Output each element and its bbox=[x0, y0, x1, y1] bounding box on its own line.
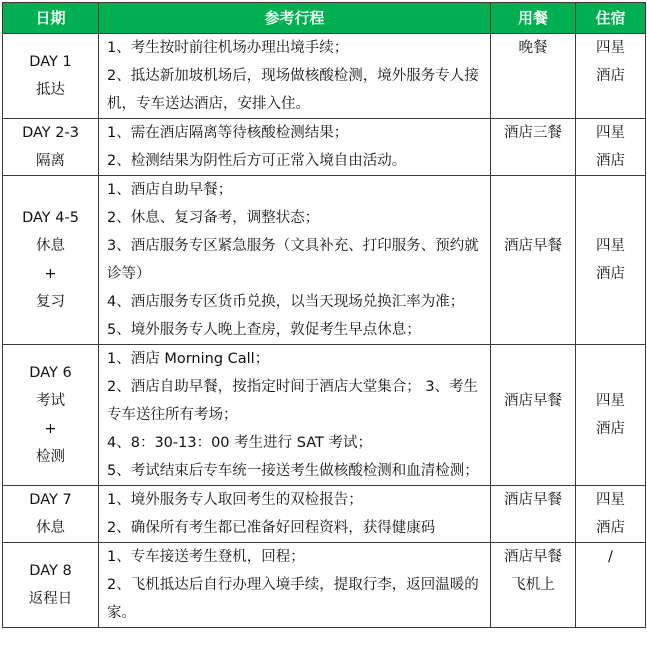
stay-value: 酒店 bbox=[596, 266, 625, 282]
table-row bbox=[3, 543, 646, 628]
meal-cell bbox=[491, 34, 576, 119]
meal-value: 酒店早餐 bbox=[504, 393, 562, 409]
stay-value: 四星 bbox=[596, 40, 625, 56]
meal-cell bbox=[491, 486, 576, 543]
day-cell bbox=[3, 34, 99, 119]
day-title: 考试 bbox=[36, 393, 65, 409]
header-plan: 参考行程 bbox=[99, 3, 491, 34]
meal-cell bbox=[491, 345, 576, 486]
day-label: DAY 6 bbox=[29, 365, 72, 381]
meal-cell bbox=[491, 543, 576, 628]
header-meals: 用餐 bbox=[491, 3, 576, 34]
plan-item: 2、飞机抵达后自行办理入境手续，提取行李，返回温暖的家。 bbox=[107, 577, 479, 621]
plan-item: 2、检测结果为阴性后方可正常入境自由活动。 bbox=[107, 153, 407, 169]
meal-cell bbox=[491, 119, 576, 176]
plan-item: 4、酒店服务专区货币兑换，以当天现场兑换汇率为准； bbox=[107, 294, 465, 310]
meal-cell bbox=[491, 176, 576, 345]
plan-cell bbox=[99, 486, 491, 543]
day-cell bbox=[3, 176, 99, 345]
meal-value: 晚餐 bbox=[518, 40, 548, 56]
day-title: 返程日 bbox=[28, 591, 73, 607]
meal-value: 酒店早餐 bbox=[504, 238, 562, 254]
table-row bbox=[3, 34, 646, 119]
plan-item: 1、需在酒店隔离等待核酸检测结果； bbox=[107, 125, 349, 141]
plan-item: 1、考生按时前往机场办理出境手续； bbox=[107, 40, 349, 56]
plan-item: 2、抵达新加坡机场后，现场做核酸检测，境外服务专人接机，专车送达酒店，安排入住。 bbox=[107, 68, 479, 112]
plan-item: 4、8：30-13：00 考生进行 SAT 考试； bbox=[107, 435, 372, 451]
meal-value: 飞机上 bbox=[511, 577, 555, 593]
table-row bbox=[3, 119, 646, 176]
day-title: 复习 bbox=[36, 294, 65, 310]
day-title: + bbox=[44, 266, 57, 282]
plan-cell bbox=[99, 543, 491, 628]
stay-value: 酒店 bbox=[596, 68, 625, 84]
meal-value: 酒店三餐 bbox=[504, 125, 562, 141]
table-row bbox=[3, 176, 646, 345]
table-row bbox=[3, 345, 646, 486]
day-label: DAY 7 bbox=[29, 492, 72, 508]
stay-value: 酒店 bbox=[596, 520, 625, 536]
day-title: 休息 bbox=[36, 238, 65, 254]
plan-item: 2、酒店自助早餐，按指定时间于酒店大堂集合； 3、考生专车送往所有考场； bbox=[107, 379, 479, 423]
day-label: DAY 8 bbox=[29, 563, 72, 579]
plan-item: 1、酒店 Morning Call； bbox=[107, 351, 270, 367]
stay-cell bbox=[576, 345, 646, 486]
day-label: DAY 2-3 bbox=[22, 125, 79, 141]
day-cell bbox=[3, 345, 99, 486]
plan-item: 2、休息、复习备考，调整状态； bbox=[107, 210, 320, 226]
day-title: 休息 bbox=[36, 520, 65, 536]
day-label: DAY 1 bbox=[29, 54, 72, 70]
stay-value: 四星 bbox=[596, 393, 625, 409]
plan-cell bbox=[99, 176, 491, 345]
stay-value: / bbox=[608, 549, 613, 565]
stay-cell bbox=[576, 176, 646, 345]
day-title: + bbox=[44, 421, 57, 437]
table-header-row bbox=[3, 3, 646, 34]
itinerary-table bbox=[2, 2, 646, 628]
meal-value: 酒店早餐 bbox=[504, 492, 562, 508]
stay-cell bbox=[576, 486, 646, 543]
stay-cell bbox=[576, 119, 646, 176]
header-stay: 住宿 bbox=[576, 3, 646, 34]
header-date: 日期 bbox=[3, 3, 99, 34]
stay-cell bbox=[576, 543, 646, 628]
day-title: 隔离 bbox=[36, 153, 65, 169]
day-title: 抵达 bbox=[36, 82, 65, 98]
stay-value: 酒店 bbox=[596, 153, 625, 169]
stay-value: 四星 bbox=[596, 238, 625, 254]
stay-value: 四星 bbox=[596, 125, 625, 141]
plan-item: 5、考试结束后专车统一接送考生做核酸检测和血清检测； bbox=[107, 463, 479, 479]
plan-cell bbox=[99, 119, 491, 176]
day-cell bbox=[3, 119, 99, 176]
plan-item: 5、境外服务专人晚上查房，敦促考生早点休息； bbox=[107, 322, 421, 338]
plan-item: 2、确保所有考生都已准备好回程资料，获得健康码 bbox=[107, 520, 436, 536]
plan-cell bbox=[99, 34, 491, 119]
plan-item: 1、酒店自助早餐； bbox=[107, 182, 233, 198]
stay-cell bbox=[576, 34, 646, 119]
day-label: DAY 4-5 bbox=[22, 210, 79, 226]
day-cell bbox=[3, 486, 99, 543]
plan-item: 1、境外服务专人取回考生的双检报告； bbox=[107, 492, 363, 508]
table-row bbox=[3, 486, 646, 543]
stay-value: 酒店 bbox=[596, 421, 625, 437]
day-cell bbox=[3, 543, 99, 628]
plan-item: 1、专车接送考生登机，回程； bbox=[107, 549, 305, 565]
stay-value: 四星 bbox=[596, 492, 625, 508]
plan-cell bbox=[99, 345, 491, 486]
plan-item: 3、酒店服务专区紧急服务（文具补充、打印服务、预约就诊等） bbox=[107, 238, 479, 282]
meal-value: 酒店早餐 bbox=[504, 549, 562, 565]
day-title: 检测 bbox=[36, 449, 65, 465]
